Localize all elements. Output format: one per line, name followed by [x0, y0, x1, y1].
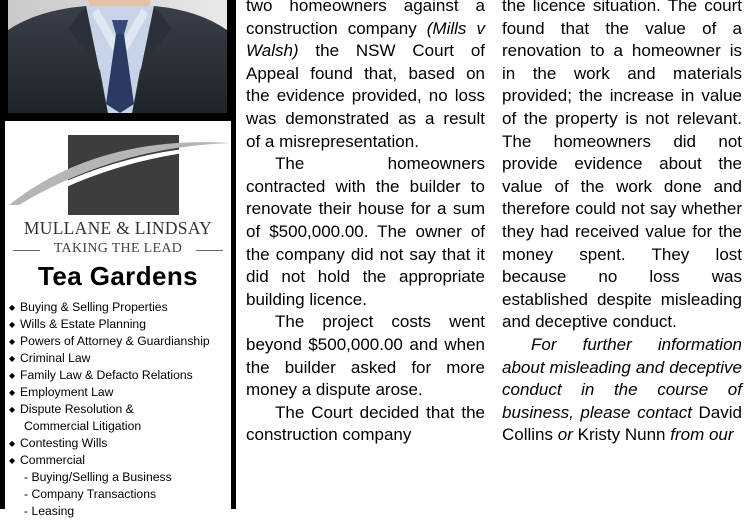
service-label: Criminal Law [20, 351, 91, 365]
contact-name-2: Kristy Nunn [577, 425, 666, 445]
service-item [9, 316, 231, 333]
article-paragraph: the licence situation. The court found that the value of a renovation to a homeowner is in the work and materials provided; the increase in value of the property is not relevant. The homeowners did not provide evidence about the value of the work done and therefore could not say whether they had received value for the money spent. They lost because no loss was established despite misleading and deceptive conduct. [502, 0, 742, 332]
service-label: Powers of Attorney & Guardianship [20, 334, 210, 348]
article-paragraph: The project costs went beyond $500,000.00 and when the builder asked for more money a dispute arose. [246, 312, 485, 400]
law-firm-advertisement [5, 121, 231, 521]
contact-text: For further information about misleading and deceptive conduct in the course of business, please contact [502, 334, 742, 422]
services-list [9, 299, 231, 520]
service-label: Dispute Resolution & [20, 402, 134, 416]
article-column-1 [246, 0, 485, 447]
service-item [9, 469, 231, 486]
service-label: Commercial [20, 453, 86, 467]
service-label: - Company Transactions [24, 487, 157, 501]
service-label: Contesting Wills [20, 436, 108, 450]
diamond-bullet-icon: ◆ [9, 303, 16, 312]
article-paragraph: The homeowners contracted with the builder to renovate their house for a sum of $500,000.00. The owner of the company did not say that it did not hold the appropriate building licence. [246, 154, 485, 309]
diamond-bullet-icon: ◆ [9, 456, 16, 465]
article-column-2 [502, 0, 742, 447]
service-item [9, 503, 231, 520]
service-item [9, 367, 231, 384]
branch-name: Tea Gardens [38, 261, 198, 291]
diamond-bullet-icon: ◆ [9, 439, 16, 448]
service-label: - Leasing [24, 504, 75, 518]
diamond-bullet-icon: ◆ [9, 320, 16, 329]
service-item [9, 418, 231, 435]
service-item [9, 384, 231, 401]
service-label: Wills & Estate Planning [20, 317, 146, 331]
service-label: Commercial Litigation [24, 419, 142, 433]
contact-text: from our [670, 425, 734, 445]
article-text: two homeowners against a construction company [246, 0, 485, 38]
service-label: Buying & Selling Properties [20, 300, 168, 314]
diamond-bullet-icon: ◆ [9, 354, 16, 363]
service-item [9, 486, 231, 503]
contact-name-1: David Collins [502, 402, 742, 445]
service-item [9, 401, 231, 418]
portrait-image [8, 0, 227, 113]
diamond-bullet-icon: ◆ [9, 371, 16, 380]
service-item [9, 350, 231, 367]
service-item [9, 299, 231, 316]
tagline-row [5, 241, 231, 259]
logo-mark-icon [5, 121, 231, 221]
service-label: - Buying/Selling a Business [24, 470, 172, 484]
person-photo [8, 0, 227, 113]
diamond-bullet-icon: ◆ [9, 405, 16, 414]
article-paragraph: The Court decided that the construction company [246, 402, 485, 445]
diamond-bullet-icon: ◆ [9, 388, 16, 397]
service-label: Employment Law [20, 385, 114, 399]
diamond-bullet-icon: ◆ [9, 337, 16, 346]
contact-text: or [557, 425, 573, 445]
service-item [9, 452, 231, 469]
service-label: Family Law & Defacto Relations [20, 368, 193, 382]
firm-name: MULLANE & LINDSAY [23, 218, 213, 238]
article-paragraph [246, 0, 485, 153]
contact-paragraph [502, 334, 742, 447]
tagline-rule-right [196, 250, 223, 251]
case-name: (Mills v Walsh) [246, 18, 485, 61]
service-item [9, 435, 231, 452]
tagline: TAKING THE LEAD [53, 241, 183, 256]
left-sidebar [0, 0, 236, 518]
article-text: the NSW Court of Appeal found that, based on the evidence provided, no loss was demonstrated as a result of a misrepresentation. [246, 41, 485, 151]
service-item [9, 333, 231, 350]
